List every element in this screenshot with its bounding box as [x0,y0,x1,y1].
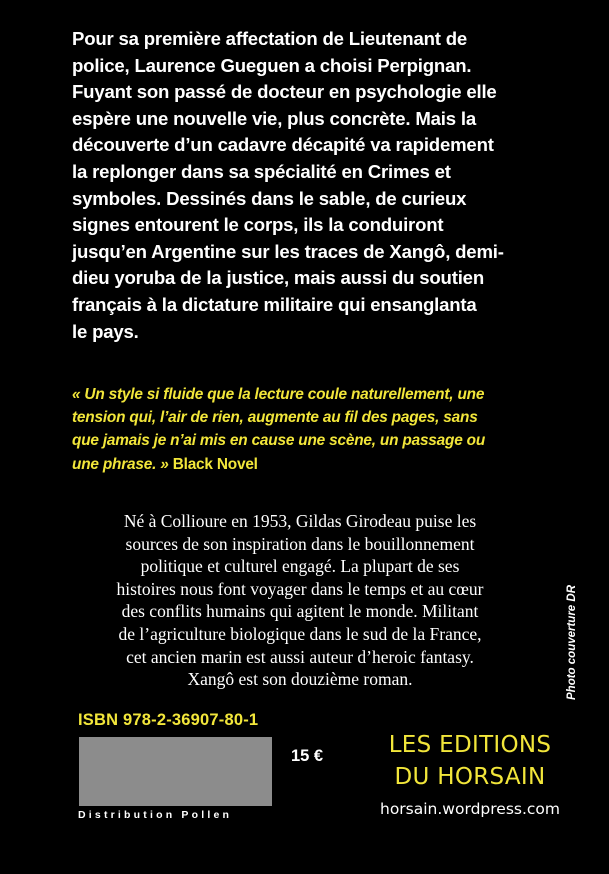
isbn-number: ISBN 978-2-36907-80-1 [78,711,259,729]
synopsis-line: Fuyant son passé de docteur en psychologie elle [72,81,497,103]
quote-line: tension qui, l’air de rien, augmente au fil des pages, sans [72,409,478,427]
synopsis-line: jusqu’en Argentine sur les traces de Xangô, demi- [72,240,504,262]
synopsis-line: police, Laurence Gueguen a choisi Perpignan. [72,54,472,76]
bio-line: sources de son inspiration dans le bouillonnement [125,533,475,554]
distribution-label: Distribution Pollen [78,809,233,821]
bio-line: cet ancien marin est aussi auteur d’heroic fantasy. [126,646,474,667]
synopsis-line: la replonger dans sa spécialité en Crimes et [72,160,451,182]
quote-source: Black Novel [168,455,258,473]
publisher-name-line1: LES EDITIONS [388,732,552,758]
photo-credit: Photo couverture DR [566,584,578,700]
bio-line: politique et culturel engagé. La plupart de ses [140,556,460,577]
synopsis-line: découverte d’un cadavre décapité va rapidement [72,134,494,156]
bio-line: des conflits humains qui agitent le monde. Militant [121,601,479,622]
bio-line: de l’agriculture biologique dans le sud de la France, [118,623,482,644]
synopsis-line: espère une nouvelle vie, plus concrète. Mais la [72,107,476,129]
publisher-website: horsain.wordpress.com [380,800,560,818]
synopsis-line: symboles. Dessinés dans le sable, de curieux [72,187,467,209]
bio-line: Né à Collioure en 1953, Gildas Girodeau puise les [123,511,477,531]
synopsis-line: Pour sa première affectation de Lieutenant de [72,28,467,49]
quote-line: que jamais je n’ai mis en cause une scène, un passage ou [72,432,486,450]
synopsis-line: dieu yoruba de la justice, mais aussi du soutien [72,267,484,289]
barcode-placeholder [79,737,272,806]
quote-last-line [72,453,562,476]
price-label: 15 € [291,747,324,765]
synopsis-line: le pays. [72,320,139,342]
quote-line: « Un style si fluide que la lecture coule naturellement, une [72,386,485,403]
bio-line: histoires nous font voyager dans le temps et au cœur [116,578,484,599]
quote-line: une phrase. » [72,455,169,473]
bio-line: Xangô est son douzième roman. [187,669,413,690]
synopsis-line: français à la dictature militaire qui ensanglanta [72,293,477,315]
press-quote [72,383,562,476]
synopsis-line: signes entourent le corps, ils la conduiront [72,214,444,236]
publisher-name-line2: DU HORSAIN [394,764,546,790]
author-bio [40,510,560,691]
synopsis-text [72,26,552,345]
